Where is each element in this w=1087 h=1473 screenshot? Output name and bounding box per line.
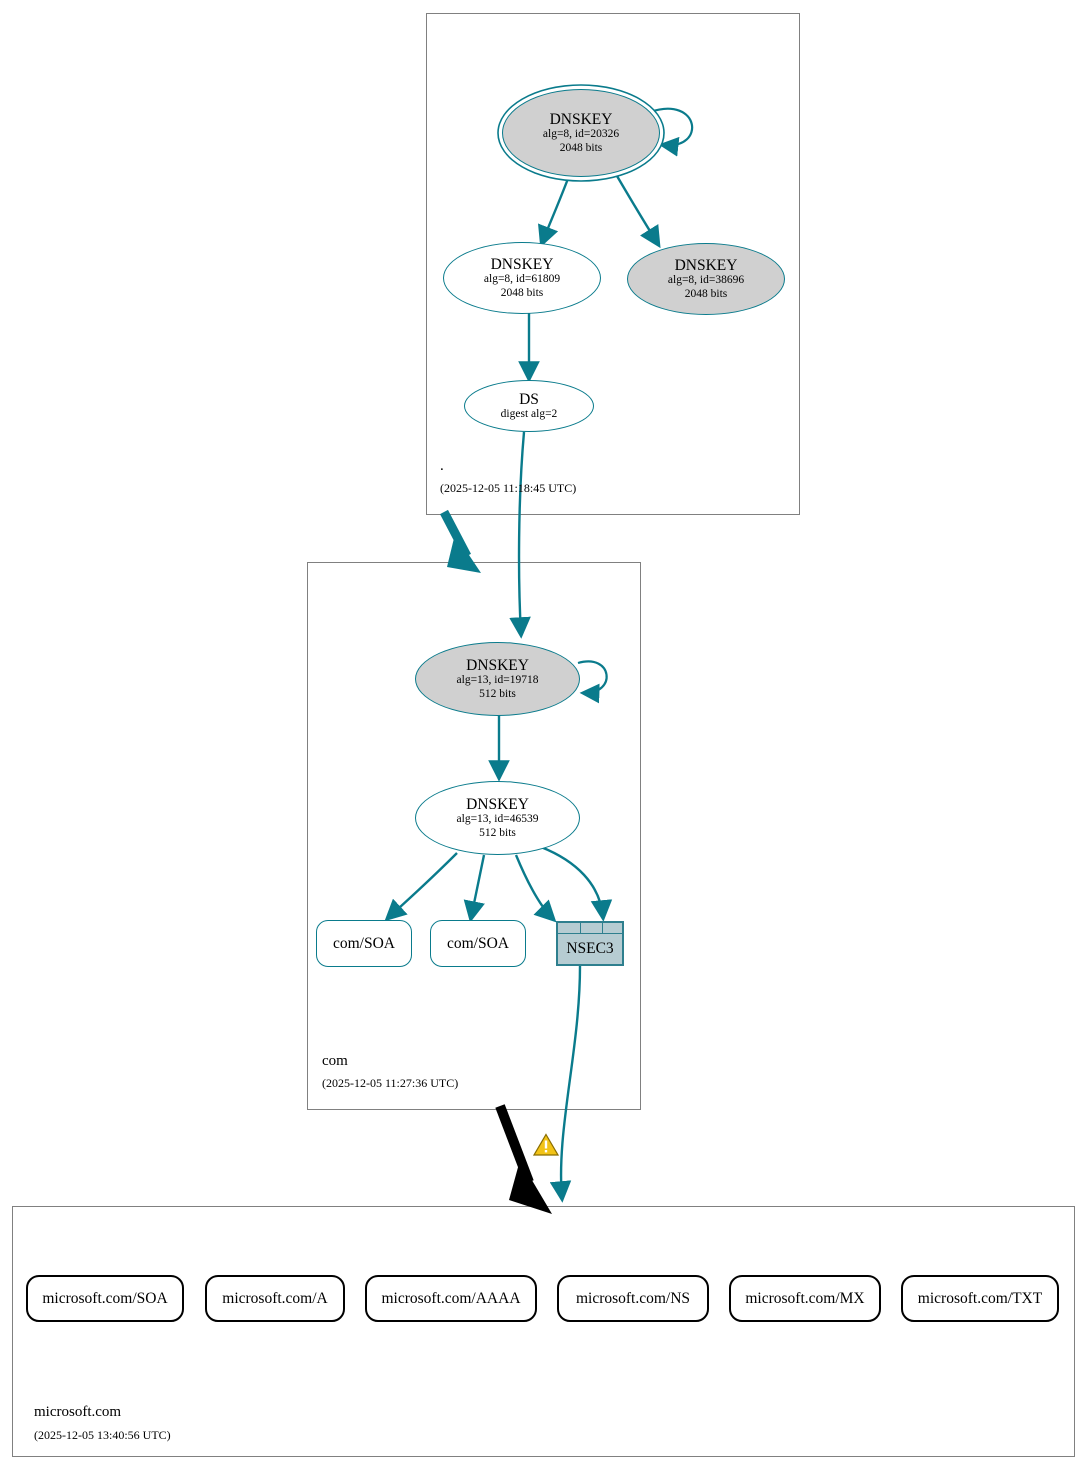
node-title: DNSKEY: [466, 656, 529, 674]
zone-label-com-name: com: [322, 1053, 348, 1069]
node-subtitle-alg: alg=8, id=38696: [667, 274, 745, 287]
zone-label-com-time: (2025-12-05 11:27:36 UTC): [322, 1076, 459, 1090]
rrset-microsoft-soa[interactable]: [26, 1275, 184, 1322]
rrset-microsoft-mx[interactable]: [729, 1275, 881, 1322]
node-subtitle-size: 2048 bits: [500, 286, 544, 299]
rrset-com-soa-1[interactable]: [316, 920, 412, 967]
warning-triangle-icon: [533, 1133, 559, 1157]
zone-label-microsoft-name: microsoft.com: [34, 1404, 122, 1420]
rrset-label: com/SOA: [333, 934, 395, 952]
node-subtitle-alg: alg=13, id=46539: [456, 813, 539, 826]
rrset-label: NSEC3: [566, 939, 614, 957]
zone-label-root-name: .: [440, 458, 444, 474]
node-title: DS: [519, 390, 539, 408]
node-subtitle-alg: alg=8, id=61809: [483, 273, 561, 286]
rrset-com-soa-2[interactable]: [430, 920, 526, 967]
node-title: DNSKEY: [549, 110, 613, 128]
node-subtitle-alg: alg=13, id=19718: [456, 674, 539, 687]
rrset-label: microsoft.com/NS: [575, 1289, 691, 1307]
node-dnskey-com-zsk[interactable]: [415, 781, 580, 855]
zone-label-root-time: (2025-12-05 11:18:45 UTC): [440, 481, 577, 495]
node-subtitle-size: 512 bits: [479, 826, 516, 839]
node-subtitle-size: 2048 bits: [559, 141, 603, 154]
nsec3-hash-bar: [558, 923, 622, 934]
rrset-microsoft-ns[interactable]: [557, 1275, 709, 1322]
node-title: DNSKEY: [674, 256, 738, 274]
node-subtitle-alg: alg=8, id=20326: [542, 128, 620, 141]
rrset-com-nsec3[interactable]: [556, 921, 624, 966]
rrset-label: com/SOA: [447, 934, 509, 952]
rrset-microsoft-txt[interactable]: [901, 1275, 1059, 1322]
node-dnskey-root-other[interactable]: [627, 243, 785, 315]
rrset-label: microsoft.com/AAAA: [381, 1289, 521, 1307]
rrset-label: microsoft.com/MX: [745, 1289, 865, 1307]
node-dnskey-com-ksk[interactable]: [415, 642, 580, 716]
rrset-microsoft-a[interactable]: [205, 1275, 345, 1322]
node-subtitle-digest: digest alg=2: [500, 407, 558, 420]
node-ds-root[interactable]: [464, 380, 594, 432]
node-subtitle-size: 2048 bits: [684, 287, 728, 300]
node-dnskey-root-ksk[interactable]: [502, 89, 660, 177]
rrset-microsoft-aaaa[interactable]: [365, 1275, 537, 1322]
node-title: DNSKEY: [466, 795, 529, 813]
zone-label-microsoft-time: (2025-12-05 13:40:56 UTC): [34, 1428, 171, 1442]
node-subtitle-size: 512 bits: [479, 687, 516, 700]
node-title: DNSKEY: [490, 255, 554, 273]
rrset-label: microsoft.com/A: [222, 1289, 328, 1307]
node-dnskey-root-zsk[interactable]: [443, 242, 601, 314]
rrset-label: microsoft.com/SOA: [42, 1289, 168, 1307]
rrset-label: microsoft.com/TXT: [917, 1289, 1043, 1307]
